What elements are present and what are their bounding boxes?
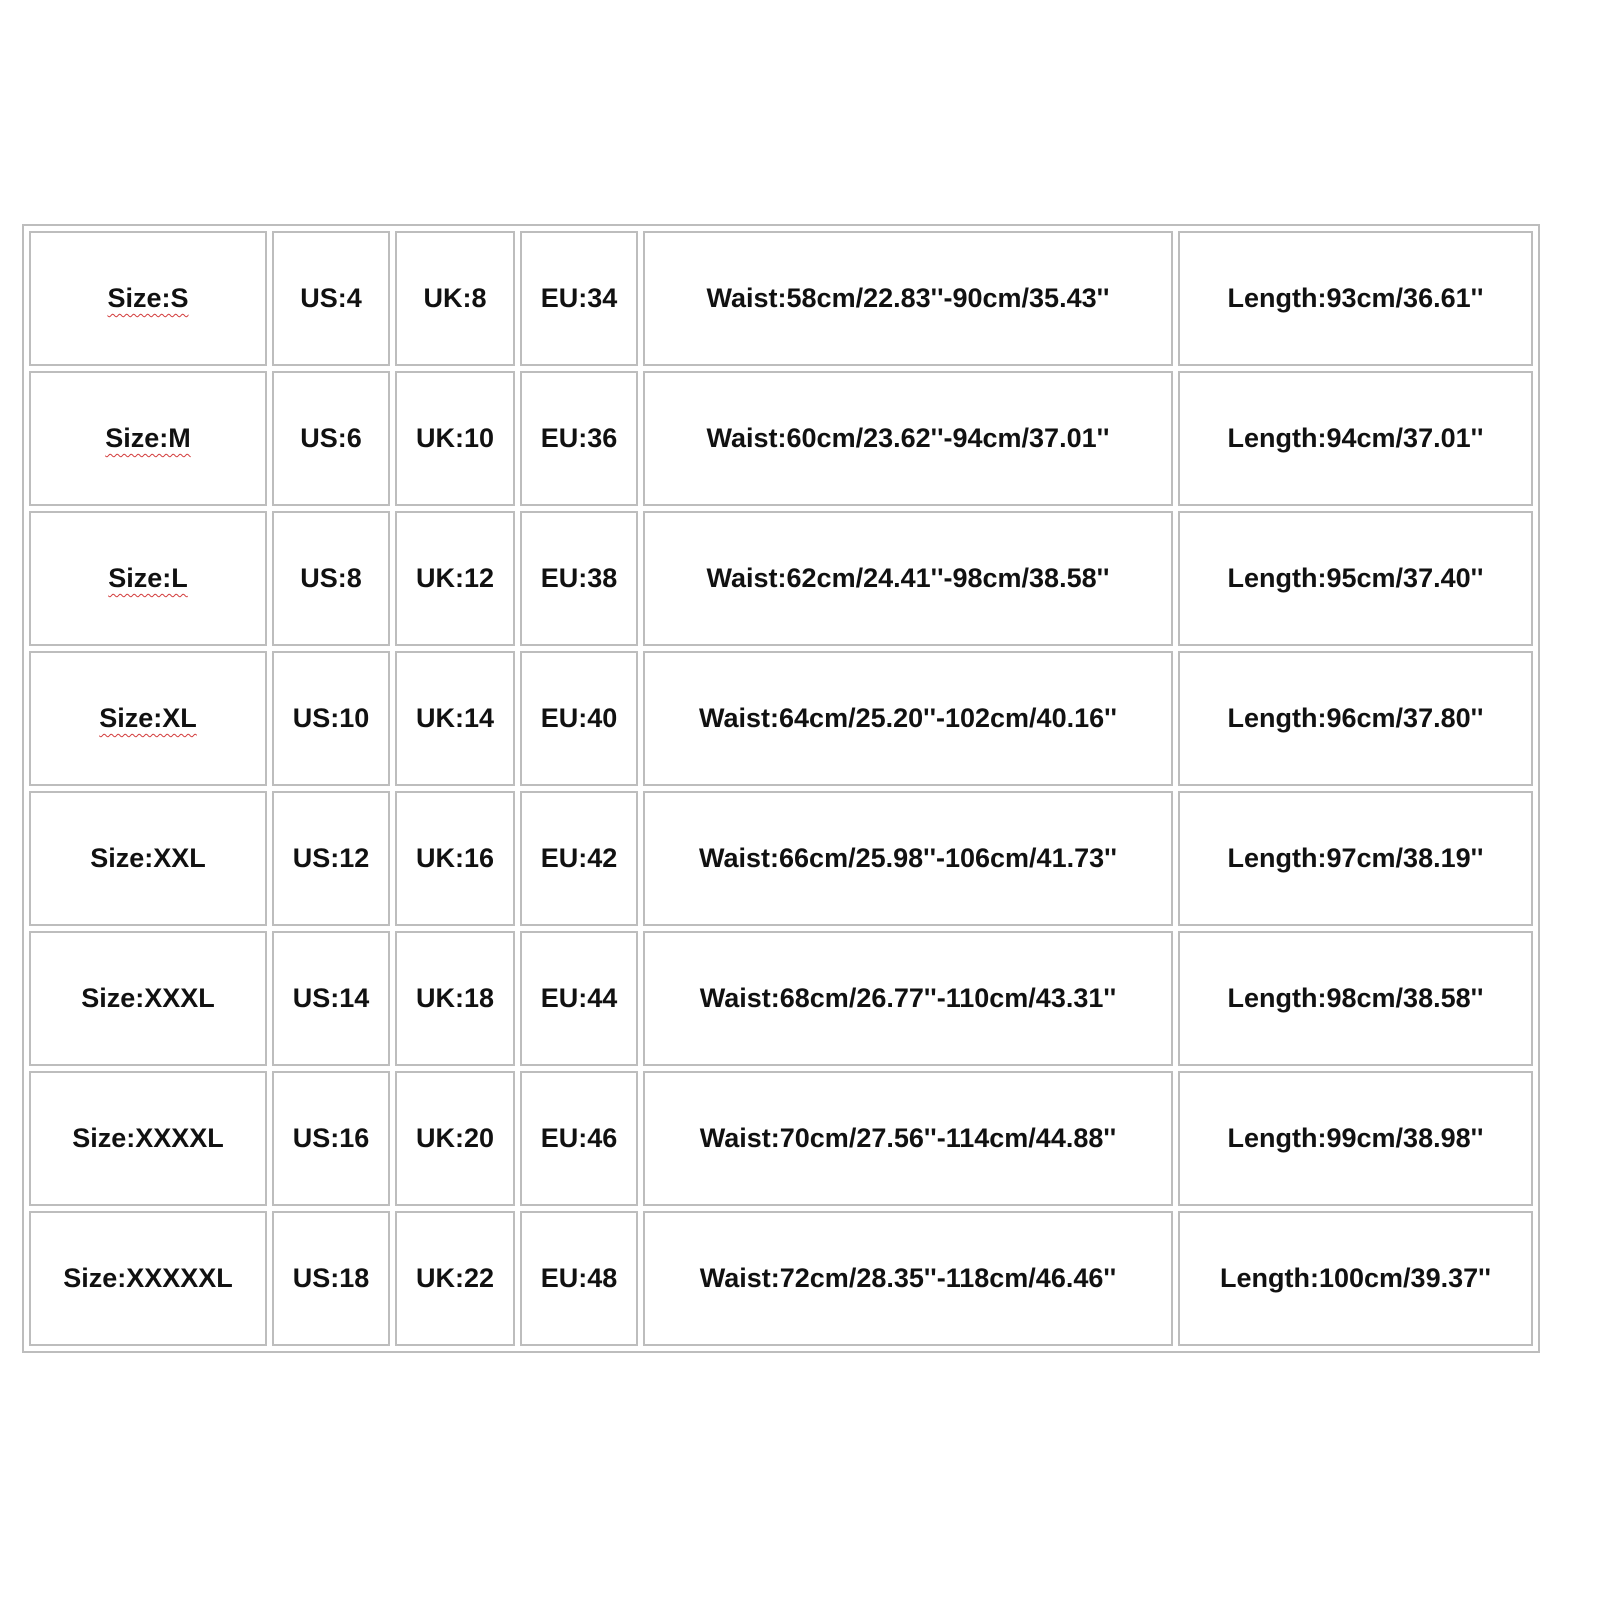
table-row <box>29 371 1533 506</box>
us-size-cell: US:18 <box>272 1211 390 1346</box>
size-cell: Size:M <box>29 371 267 506</box>
length-cell: Length:93cm/36.61'' <box>1178 231 1533 366</box>
eu-size-cell: EU:44 <box>520 931 638 1066</box>
us-size-cell: US:4 <box>272 231 390 366</box>
us-size-cell: US:16 <box>272 1071 390 1206</box>
uk-size-cell: UK:20 <box>395 1071 515 1206</box>
size-cell: Size:S <box>29 231 267 366</box>
length-cell: Length:97cm/38.19'' <box>1178 791 1533 926</box>
size-cell: Size:XXXL <box>29 931 267 1066</box>
us-size-cell: US:8 <box>272 511 390 646</box>
us-size-cell: US:12 <box>272 791 390 926</box>
size-cell: Size:XL <box>29 651 267 786</box>
waist-cell: Waist:58cm/22.83''-90cm/35.43'' <box>643 231 1173 366</box>
us-size-cell: US:10 <box>272 651 390 786</box>
table-row <box>29 1071 1533 1206</box>
uk-size-cell: UK:10 <box>395 371 515 506</box>
length-cell: Length:96cm/37.80'' <box>1178 651 1533 786</box>
waist-cell: Waist:62cm/24.41''-98cm/38.58'' <box>643 511 1173 646</box>
length-cell: Length:94cm/37.01'' <box>1178 371 1533 506</box>
waist-cell: Waist:72cm/28.35''-118cm/46.46'' <box>643 1211 1173 1346</box>
eu-size-cell: EU:40 <box>520 651 638 786</box>
length-cell: Length:100cm/39.37'' <box>1178 1211 1533 1346</box>
size-cell: Size:XXXXXL <box>29 1211 267 1346</box>
table-row <box>29 231 1533 366</box>
us-size-cell: US:14 <box>272 931 390 1066</box>
size-cell: Size:XXXXL <box>29 1071 267 1206</box>
eu-size-cell: EU:48 <box>520 1211 638 1346</box>
table-row <box>29 651 1533 786</box>
length-cell: Length:99cm/38.98'' <box>1178 1071 1533 1206</box>
eu-size-cell: EU:34 <box>520 231 638 366</box>
length-cell: Length:95cm/37.40'' <box>1178 511 1533 646</box>
table-row <box>29 931 1533 1066</box>
table-row <box>29 791 1533 926</box>
waist-cell: Waist:66cm/25.98''-106cm/41.73'' <box>643 791 1173 926</box>
waist-cell: Waist:60cm/23.62''-94cm/37.01'' <box>643 371 1173 506</box>
waist-cell: Waist:68cm/26.77''-110cm/43.31'' <box>643 931 1173 1066</box>
table-row <box>29 511 1533 646</box>
size-chart-table <box>22 224 1540 1353</box>
eu-size-cell: EU:46 <box>520 1071 638 1206</box>
waist-cell: Waist:70cm/27.56''-114cm/44.88'' <box>643 1071 1173 1206</box>
us-size-cell: US:6 <box>272 371 390 506</box>
eu-size-cell: EU:38 <box>520 511 638 646</box>
uk-size-cell: UK:22 <box>395 1211 515 1346</box>
uk-size-cell: UK:16 <box>395 791 515 926</box>
eu-size-cell: EU:42 <box>520 791 638 926</box>
length-cell: Length:98cm/38.58'' <box>1178 931 1533 1066</box>
waist-cell: Waist:64cm/25.20''-102cm/40.16'' <box>643 651 1173 786</box>
uk-size-cell: UK:14 <box>395 651 515 786</box>
uk-size-cell: UK:8 <box>395 231 515 366</box>
uk-size-cell: UK:12 <box>395 511 515 646</box>
uk-size-cell: UK:18 <box>395 931 515 1066</box>
size-cell: Size:XXL <box>29 791 267 926</box>
eu-size-cell: EU:36 <box>520 371 638 506</box>
size-cell: Size:L <box>29 511 267 646</box>
table-row <box>29 1211 1533 1346</box>
